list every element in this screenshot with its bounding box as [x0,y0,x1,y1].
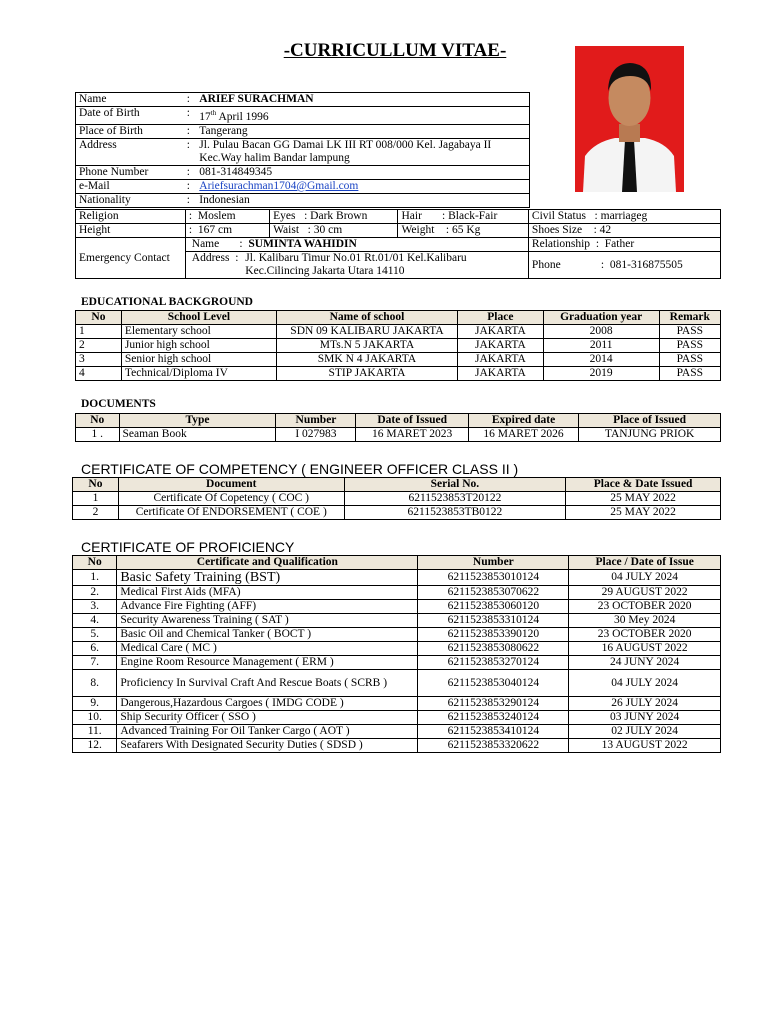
emergency-label: Emergency Contact [76,238,186,279]
emergency-address-cell [185,252,528,279]
hair-cell: Hair : Black-Fair [398,210,528,224]
competency-cell: 25 MAY 2022 [566,492,721,506]
eyes-label: Eyes [273,210,296,222]
proficiency-cell: 6211523853060120 [418,600,569,614]
education-header-row [76,311,721,325]
civil-cell: Civil Status : marriageg [528,210,720,224]
documents-column-header: Number [276,414,356,428]
education-row [76,367,721,381]
documents-column-header: No [76,414,120,428]
education-cell: STIP JAKARTA [276,367,457,381]
proficiency-cell: 02 JULY 2024 [569,725,721,739]
competency-row [73,506,721,520]
education-column-header: Name of school [276,311,457,325]
education-cell: JAKARTA [458,367,544,381]
civil-value: marriageg [600,210,648,222]
proficiency-cell: 4. [73,614,117,628]
education-cell: Technical/Diploma IV [121,367,276,381]
education-cell: Senior high school [121,353,276,367]
personal-row [76,93,530,107]
personal-value-text: Jl. Pulau Bacan GG Damai LK III RT 008/000 Kel. Jagabaya II Kec.Way halim Bandar lampung [199,138,492,164]
proficiency-cell: Dangerous,Hazardous Cargoes ( IMDG CODE ) [117,697,418,711]
proficiency-row [73,656,721,670]
proficiency-row [73,725,721,739]
proficiency-cell: 30 Mey 2024 [569,614,721,628]
personal-colon: : [181,179,195,193]
profile-photo [575,46,684,192]
personal-row [76,165,530,179]
hair-value: Black-Fair [448,210,498,222]
emergency-phone-value: 081-316875505 [609,258,683,271]
education-cell: Elementary school [121,325,276,339]
education-cell: JAKARTA [458,325,544,339]
education-cell: 2008 [543,325,659,339]
proficiency-cell: 6211523853080622 [418,642,569,656]
emergency-address-label: Address [191,252,230,264]
competency-cell: 2 [73,506,119,520]
documents-cell: Seaman Book [119,428,276,442]
proficiency-cell: 03 JUNY 2024 [569,711,721,725]
proficiency-cell: 3. [73,600,117,614]
civil-label: Civil Status [531,210,586,222]
proficiency-row [73,586,721,600]
proficiency-row [73,614,721,628]
proficiency-cell: 04 JULY 2024 [569,670,721,697]
education-cell: PASS [659,325,720,339]
documents-cell: 16 MARET 2026 [468,428,578,442]
proficiency-cell: 6211523853290124 [418,697,569,711]
competency-cell: Certificate Of Copetency ( COC ) [118,492,344,506]
personal-value [195,93,529,107]
weight-cell: Weight : 65 Kg [398,224,528,238]
proficiency-cell: 7. [73,656,117,670]
proficiency-cell: 6211523853310124 [418,614,569,628]
personal-value [195,124,529,138]
shoes-cell: Shoes Size : 42 [528,224,720,238]
proficiency-cell: 24 JUNY 2024 [569,656,721,670]
education-cell: PASS [659,367,720,381]
height-text: 167 cm [197,224,233,236]
relationship-label: Relationship [531,238,591,250]
proficiency-cell: 6211523853240124 [418,711,569,725]
proficiency-cell: 04 JULY 2024 [569,570,721,586]
education-cell: 2011 [543,339,659,353]
competency-header-row [73,478,721,492]
personal-row [76,124,530,138]
competency-cell: 6211523853TB0122 [344,506,566,520]
documents-header-row [76,414,721,428]
competency-column-header: Serial No. [344,478,566,492]
proficiency-cell: 2. [73,586,117,600]
personal-value [195,138,529,165]
attributes-row-1 [76,210,721,224]
education-cell: 1 [76,325,122,339]
education-row [76,325,721,339]
competency-cell: 1 [73,492,119,506]
proficiency-cell: 29 AUGUST 2022 [569,586,721,600]
documents-table [75,413,721,442]
emergency-address-label-wrap: Address : [191,252,242,264]
competency-table [72,477,721,520]
emergency-address-wrap [189,252,525,278]
personal-value-text: 17th April 1996 [199,109,269,123]
shoes-label: Shoes Size [531,224,583,236]
proficiency-cell: Advanced Training For Oil Tanker Cargo ( AOT ) [117,725,418,739]
proficiency-row [73,628,721,642]
personal-value-text: Indonesian [199,193,250,206]
page-title: -CURRICULLUM VITAE- [283,40,507,61]
attributes-table [75,209,721,279]
personal-colon: : [181,107,195,125]
education-cell: 3 [76,353,122,367]
proficiency-cell: 12. [73,739,117,753]
proficiency-cell: 26 JULY 2024 [569,697,721,711]
relationship-cell: Relationship : Father [528,238,720,252]
proficiency-cell: Security Awareness Training ( SAT ) [117,614,418,628]
education-cell: 2019 [543,367,659,381]
competency-column-header: No [73,478,119,492]
proficiency-cell: Advance Fire Fighting (AFF) [117,600,418,614]
proficiency-cell: Proficiency In Survival Craft And Rescue Boats ( SCRB ) [117,670,418,697]
proficiency-column-header: Number [418,556,569,570]
personal-value [195,193,529,207]
documents-cell: 1 . [76,428,120,442]
proficiency-cell: Engine Room Resource Management ( ERM ) [117,656,418,670]
person-silhouette-icon [575,46,684,192]
religion-value: : Moslem [185,210,269,224]
personal-label: Name [76,93,182,107]
documents-cell: I 027983 [276,428,356,442]
education-cell: SMK N 4 JAKARTA [276,353,457,367]
proficiency-row [73,642,721,656]
weight-value: 65 Kg [452,224,481,236]
personal-row [76,179,530,193]
proficiency-cell: 10. [73,711,117,725]
education-row [76,339,721,353]
personal-label: Address [76,138,182,165]
personal-colon: : [181,193,195,207]
personal-label: Phone Number [76,165,182,179]
competency-cell: 25 MAY 2022 [566,506,721,520]
proficiency-row [73,739,721,753]
proficiency-cell: 13 AUGUST 2022 [569,739,721,753]
emergency-name-label: Name [191,238,220,250]
proficiency-cell: Basic Safety Training (BST) [117,570,418,586]
eyes-value: Dark Brown [310,210,368,222]
proficiency-cell: 16 AUGUST 2022 [569,642,721,656]
proficiency-column-header: No [73,556,117,570]
proficiency-row [73,670,721,697]
documents-column-header: Expired date [468,414,578,428]
proficiency-cell: Seafarers With Designated Security Duties ( SDSD ) [117,739,418,753]
personal-row [76,107,530,125]
relationship-value: Father [604,238,635,250]
proficiency-cell: 1. [73,570,117,586]
proficiency-cell: 6211523853270124 [418,656,569,670]
personal-label: e-Mail [76,179,182,193]
documents-column-header: Place of Issued [579,414,721,428]
proficiency-column-header: Certificate and Qualification [117,556,418,570]
proficiency-cell: 23 OCTOBER 2020 [569,600,721,614]
emergency-name-cell: Name : SUMINTA WAHIDIN [185,238,528,252]
personal-colon: : [181,93,195,107]
personal-colon: : [181,165,195,179]
proficiency-cell: 6211523853040124 [418,670,569,697]
competency-column-header: Document [118,478,344,492]
hair-label: Hair [401,210,422,222]
personal-value-text: 081-314849345 [199,165,273,178]
competency-heading: CERTIFICATE OF COMPETENCY ( ENGINEER OFFICER CLASS II ) [81,461,519,477]
waist-cell: Waist : 30 cm [270,224,398,238]
personal-label: Place of Birth [76,124,182,138]
education-cell: 2 [76,339,122,353]
personal-value-text: ARIEF SURACHMAN [199,93,314,105]
emergency-phone-label: Phone [531,258,561,271]
personal-value [195,107,529,125]
competency-column-header: Place & Date Issued [566,478,721,492]
proficiency-cell: 6211523853320622 [418,739,569,753]
personal-value [195,179,529,193]
personal-colon: : [181,138,195,165]
attributes-row-2 [76,224,721,238]
weight-label: Weight [401,224,435,236]
waist-value: 30 cm [313,224,343,236]
personal-colon: : [181,124,195,138]
education-column-header: Remark [659,311,720,325]
competency-cell: 6211523853T20122 [344,492,566,506]
personal-row [76,193,530,207]
height-value: : 167 cm [185,224,269,238]
proficiency-table [72,555,721,753]
education-cell: SDN 09 KALIBARU JAKARTA [276,325,457,339]
education-cell: PASS [659,353,720,367]
documents-heading: DOCUMENTS [81,398,156,410]
education-column-header: Graduation year [543,311,659,325]
personal-value-text: Tangerang [199,124,248,137]
proficiency-row [73,697,721,711]
proficiency-cell: Basic Oil and Chemical Tanker ( BOCT ) [117,628,418,642]
personal-label: Nationality [76,193,182,207]
personal-label: Date of Birth [76,107,182,125]
education-cell: PASS [659,339,720,353]
waist-label: Waist [273,224,300,236]
personal-details-table [75,92,530,208]
proficiency-heading: CERTIFICATE OF PROFICIENCY [81,539,295,555]
documents-column-header: Date of Issued [356,414,468,428]
education-cell: 2014 [543,353,659,367]
emergency-row-1 [76,238,721,252]
emergency-address-value: Jl. Kalibaru Timur No.01 Rt.01/01 Kel.Kalibaru Kec.Cilincing Jakarta Utara 14110 [245,252,467,277]
religion-text: Moslem [197,210,236,222]
education-table [75,310,721,381]
proficiency-row [73,711,721,725]
documents-cell: 16 MARET 2023 [356,428,468,442]
ordinal-suffix: th [210,109,217,117]
eyes-cell: Eyes : Dark Brown [270,210,398,224]
religion-label: Religion [76,210,186,224]
proficiency-cell: 5. [73,628,117,642]
documents-column-header: Type [119,414,276,428]
proficiency-cell: 11. [73,725,117,739]
personal-value [195,165,529,179]
education-cell: JAKARTA [458,353,544,367]
personal-row [76,138,530,165]
email-link[interactable]: Ariefsurachman1704@Gmail.com [199,179,359,192]
education-heading: EDUCATIONAL BACKGROUND [81,296,253,308]
documents-cell: TANJUNG PRIOK [579,428,721,442]
proficiency-cell: Medical First Aids (MFA) [117,586,418,600]
competency-row [73,492,721,506]
proficiency-cell: 23 OCTOBER 2020 [569,628,721,642]
education-cell: 4 [76,367,122,381]
education-cell: JAKARTA [458,339,544,353]
proficiency-row [73,570,721,586]
proficiency-cell: Ship Security Officer ( SSO ) [117,711,418,725]
proficiency-row [73,600,721,614]
proficiency-cell: 8. [73,670,117,697]
height-label: Height [76,224,186,238]
education-column-header: School Level [121,311,276,325]
proficiency-cell: 6211523853410124 [418,725,569,739]
proficiency-cell: 6211523853070622 [418,586,569,600]
education-cell: MTs.N 5 JAKARTA [276,339,457,353]
education-cell: Junior high school [121,339,276,353]
documents-row [76,428,721,442]
emergency-phone-cell: Phone : 081-316875505 [528,252,720,279]
emergency-name-value: SUMINTA WAHIDIN [248,238,357,250]
proficiency-column-header: Place / Date of Issue [569,556,721,570]
proficiency-cell: 6. [73,642,117,656]
proficiency-cell: 9. [73,697,117,711]
education-column-header: Place [458,311,544,325]
shoes-value: 42 [599,224,612,236]
proficiency-cell: 6211523853390120 [418,628,569,642]
proficiency-cell: 6211523853010124 [418,570,569,586]
proficiency-header-row [73,556,721,570]
education-column-header: No [76,311,122,325]
proficiency-cell: Medical Care ( MC ) [117,642,418,656]
education-row [76,353,721,367]
competency-cell: Certificate Of ENDORSEMENT ( COE ) [118,506,344,520]
